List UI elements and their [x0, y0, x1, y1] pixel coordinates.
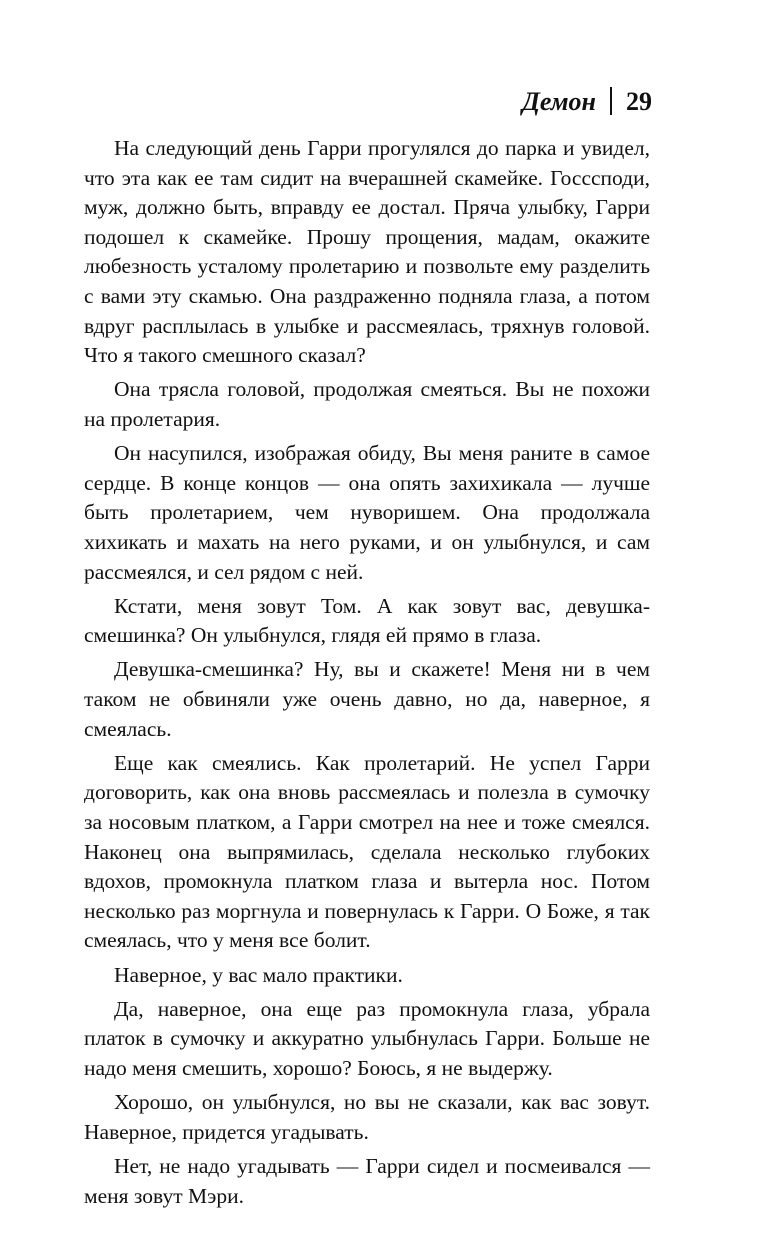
body-text: [84, 134, 650, 1216]
paragraph-1: На следующий день Гарри прогулялся до парка и увидел, что эта как ее там сидит на вчерашней скамейке. Госссподи, муж, должно быть, вправду ее достал. Пряча улыбку, Гарри подошел к скамейке. Прошу прощения, мадам, окажите любезность усталому пролетарию и позвольте ему разделить с вами эту скамью. Она раздраженно подняла глаза, а потом вдруг расплылась в улыбке и рассмеялась, тряхнув головой. Что я такого смешного сказал?: [84, 136, 650, 368]
paragraph-9: Хорошо, он улыбнулся, но вы не сказали, как вас зовут. Наверное, придется угадывать.: [84, 1090, 650, 1144]
paragraph-2: Она трясла головой, продолжая смеяться. Вы не похожи на пролетария.: [84, 377, 650, 431]
running-header: [522, 84, 652, 120]
paragraph-5: Девушка-смешинка? Ну, вы и скажете! Меня ни в чем таком не обвиняли уже очень давно, но да, наверное, я смеялась.: [84, 657, 650, 741]
paragraph-4: Кстати, меня зовут Том. А как зовут вас, девушка-смешинка? Он улыбнулся, глядя ей прямо в глаза.: [84, 593, 650, 648]
chapter-title: Демон: [522, 87, 596, 116]
paragraph-7: Наверное, у вас мало практики.: [114, 962, 403, 987]
paragraph-8: Да, наверное, она еще раз промокнула глаза, убрала платок в сумочку и аккуратно улыбнулась Гарри. Больше не надо меня смешить, хорошо? Боюсь, я не выдержу.: [84, 996, 650, 1080]
header-separator: [610, 87, 612, 115]
paragraph-10: Нет, не надо угадывать — Гарри сидел и посмеивался — меня зовут Мэри.: [84, 1153, 650, 1208]
page-number: 29: [626, 87, 652, 116]
paragraph-6: Еще как смеялись. Как пролетарий. Не успел Гарри договорить, как она вновь рассмеялась и полезла в сумочку за носовым платком, а Гарри смотрел на нее и тоже смеялся. Наконец она выпрямилась, сделала несколько глубоких вдохов, промокнула платком глаза и вытерла нос. Потом несколько раз моргнула и повернулась к Гарри. О Боже, я так смеялась, что у меня все болит.: [84, 750, 650, 953]
paragraph-3: Он насупился, изображая обиду, Вы меня раните в самое сердце. В конце концов — она опять захихикала — лучше быть пролетарием, чем нуворишем. Она продолжала хихикать и махать на него руками, и он улыбнулся, и сам рассмеялся, и сел рядом с ней.: [84, 441, 650, 584]
